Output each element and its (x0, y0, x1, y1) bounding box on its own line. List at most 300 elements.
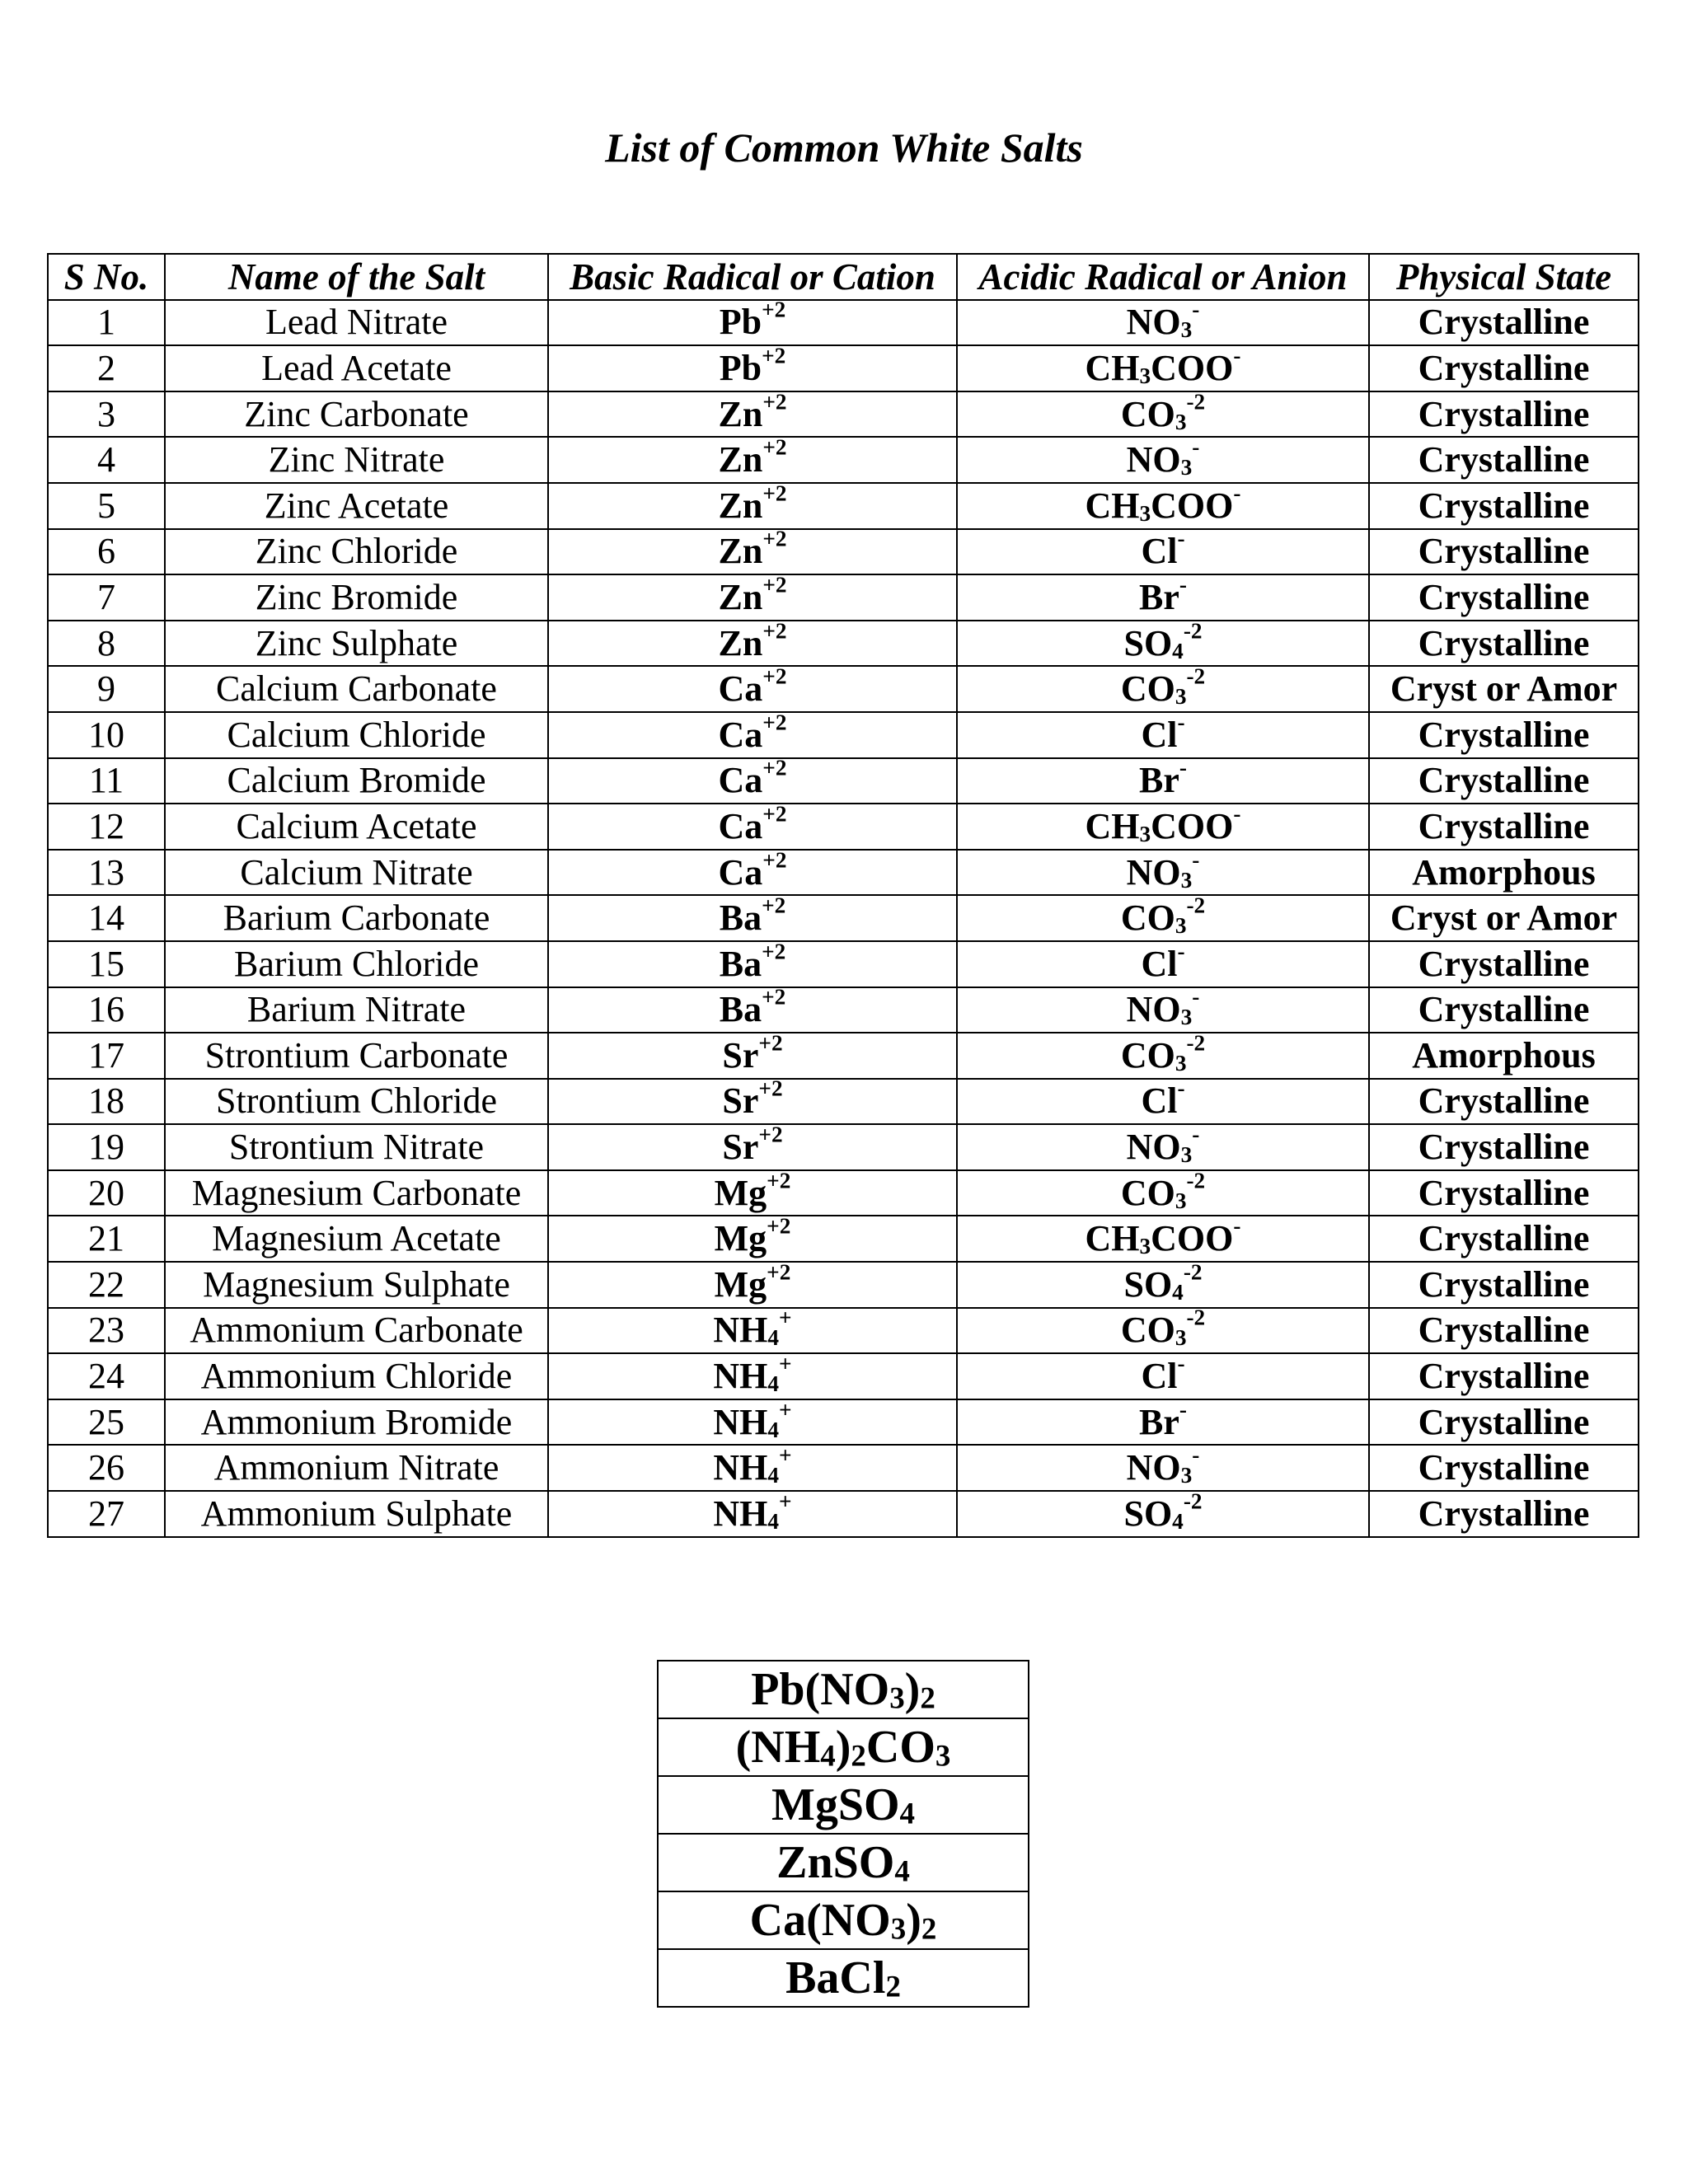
table-row (48, 621, 1639, 667)
salt-name-cell: Lead Acetate (165, 345, 548, 391)
ion-charge: +2 (758, 1124, 783, 1147)
ion-symbol: NO (1126, 302, 1181, 343)
formula-text: BaCl (785, 1952, 886, 2004)
formula-subscript: 2 (851, 1738, 866, 1773)
physical-state-cell: Crystalline (1369, 529, 1639, 575)
ion-symbol: NO (1126, 1127, 1181, 1168)
formula-text: ) (906, 1895, 921, 1946)
physical-state-cell: Crystalline (1369, 1079, 1639, 1125)
formula-row (658, 1718, 1029, 1776)
ion-charge: +2 (758, 1033, 783, 1056)
ion-charge: +2 (762, 620, 787, 644)
cation-cell (548, 621, 957, 667)
salt-name-cell: Ammonium Nitrate (165, 1445, 548, 1491)
ion-symbol: Mg (714, 1263, 767, 1305)
ion-symbol: CO (1120, 898, 1175, 939)
formula-subscript: 2 (885, 1969, 901, 2004)
cation-cell (548, 345, 957, 391)
ion-symbol: Cl (1141, 943, 1178, 984)
serial-number-cell: 24 (48, 1353, 165, 1399)
anion-cell (957, 987, 1369, 1033)
salt-name-cell: Magnesium Acetate (165, 1216, 548, 1262)
ion-charge: +2 (762, 299, 786, 322)
serial-number-cell: 17 (48, 1033, 165, 1079)
physical-state-cell: Crystalline (1369, 804, 1639, 850)
serial-number-cell: 4 (48, 437, 165, 483)
ion-symbol: Br (1139, 760, 1179, 801)
physical-state-cell: Crystalline (1369, 941, 1639, 987)
physical-state-cell: Cryst or Amor (1369, 895, 1639, 941)
ion-symbol: Ca (718, 805, 763, 846)
ion-symbol: Ba (719, 989, 762, 1030)
formula-text: ZnSO (776, 1837, 895, 1888)
table-row (48, 895, 1639, 941)
salt-name-cell: Strontium Carbonate (165, 1033, 548, 1079)
cation-cell (548, 1308, 957, 1354)
ion-symbol: Cl (1141, 1080, 1178, 1122)
ion-symbol-tail: COO (1151, 805, 1234, 846)
ion-symbol: NH (713, 1447, 768, 1488)
salt-name-cell: Barium Chloride (165, 941, 548, 987)
cation-cell (548, 1033, 957, 1079)
cation-cell (548, 1399, 957, 1446)
ion-symbol: CO (1120, 1172, 1175, 1213)
physical-state-cell: Crystalline (1369, 483, 1639, 529)
cation-cell (548, 804, 957, 850)
ion-charge: - (1233, 804, 1241, 827)
table-row (48, 850, 1639, 896)
table-row (48, 712, 1639, 758)
salt-name-cell: Strontium Nitrate (165, 1124, 548, 1170)
physical-state-cell: Amorphous (1369, 1033, 1639, 1079)
anion-cell (957, 1308, 1369, 1354)
table-row (48, 1399, 1639, 1446)
anion-cell (957, 1124, 1369, 1170)
ion-symbol: Ba (719, 898, 762, 939)
serial-number-cell: 9 (48, 666, 165, 712)
anion-cell (957, 895, 1369, 941)
serial-number-cell: 13 (48, 850, 165, 896)
formula-text: ) (904, 1664, 921, 1715)
formula-row (658, 1891, 1029, 1949)
ion-symbol: NO (1126, 851, 1181, 893)
serial-number-cell: 21 (48, 1216, 165, 1262)
formula-cell (658, 1834, 1029, 1891)
cation-cell (548, 941, 957, 987)
salt-name-cell: Strontium Chloride (165, 1079, 548, 1125)
serial-number-cell: 5 (48, 483, 165, 529)
ion-subscript: 3 (1180, 1463, 1193, 1488)
salt-name-cell: Calcium Chloride (165, 712, 548, 758)
table-row (48, 1308, 1639, 1354)
ion-charge: - (1179, 574, 1187, 598)
formula-cell (658, 1949, 1029, 2007)
cation-cell (548, 666, 957, 712)
header-anion: Acidic Radical or Anion (957, 254, 1369, 300)
salt-name-cell: Ammonium Chloride (165, 1353, 548, 1399)
ion-symbol: Sr (722, 1034, 759, 1076)
ion-charge: +2 (767, 1216, 791, 1239)
ion-subscript: 4 (767, 1463, 780, 1488)
ion-subscript: 4 (767, 1325, 780, 1351)
ion-symbol: NO (1126, 989, 1181, 1030)
formula-text: MgSO (771, 1779, 900, 1830)
table-row (48, 1445, 1639, 1491)
ion-charge: +2 (762, 987, 786, 1010)
table-row (48, 758, 1639, 804)
table-header-row (48, 254, 1639, 300)
cation-cell (548, 987, 957, 1033)
table-row (48, 483, 1639, 529)
ion-symbol: Br (1139, 576, 1179, 617)
cation-cell (548, 758, 957, 804)
physical-state-cell: Crystalline (1369, 1399, 1639, 1446)
ion-charge: - (1177, 1353, 1185, 1376)
ion-symbol: Cl (1141, 1356, 1178, 1397)
ion-charge: - (1233, 345, 1241, 368)
ion-charge: +2 (762, 482, 787, 506)
formula-subscript: 2 (920, 1680, 935, 1715)
anion-cell (957, 1079, 1369, 1125)
serial-number-cell: 6 (48, 529, 165, 575)
physical-state-cell: Crystalline (1369, 1445, 1639, 1491)
ion-symbol: NH (713, 1401, 768, 1442)
salt-name-cell: Ammonium Bromide (165, 1399, 548, 1446)
table-row (48, 987, 1639, 1033)
anion-cell (957, 529, 1369, 575)
ion-symbol: NH (713, 1356, 768, 1397)
ion-charge: - (1192, 1445, 1200, 1468)
ion-charge: +2 (762, 391, 787, 415)
anion-cell (957, 1170, 1369, 1216)
ion-subscript: 3 (1180, 1142, 1193, 1168)
anion-cell (957, 391, 1369, 438)
physical-state-cell: Crystalline (1369, 1308, 1639, 1354)
formula-box (657, 1660, 1029, 2008)
ion-symbol-tail: COO (1151, 347, 1234, 388)
salt-name-cell: Barium Nitrate (165, 987, 548, 1033)
ion-charge: -2 (1183, 620, 1203, 644)
table-row (48, 1079, 1639, 1125)
ion-symbol: Br (1139, 1401, 1179, 1442)
ion-charge: -2 (1186, 666, 1206, 689)
ion-charge: -2 (1186, 1033, 1206, 1056)
serial-number-cell: 10 (48, 712, 165, 758)
ion-symbol: CO (1120, 393, 1175, 434)
formula-cell (658, 1776, 1029, 1834)
cation-cell (548, 1491, 957, 1537)
table-row (48, 1124, 1639, 1170)
formula-text: CO (865, 1722, 935, 1773)
ion-symbol: Pb (719, 302, 762, 343)
salt-name-cell: Barium Carbonate (165, 895, 548, 941)
ion-charge: +2 (762, 437, 787, 460)
physical-state-cell: Crystalline (1369, 1262, 1639, 1308)
ion-charge: +2 (762, 849, 787, 873)
formula-row (658, 1834, 1029, 1891)
anion-cell (957, 300, 1369, 346)
ion-charge: +2 (767, 1262, 791, 1285)
formula-text: Pb(NO (751, 1664, 890, 1715)
white-salts-table (47, 253, 1639, 1538)
cation-cell (548, 1353, 957, 1399)
ion-subscript: 4 (767, 1508, 780, 1534)
ion-symbol: Zn (718, 576, 763, 617)
ion-charge: - (1177, 528, 1185, 551)
anion-cell (957, 666, 1369, 712)
ion-subscript: 3 (1175, 409, 1187, 434)
ion-symbol: Mg (714, 1218, 767, 1259)
serial-number-cell: 16 (48, 987, 165, 1033)
salt-name-cell: Zinc Bromide (165, 574, 548, 621)
formula-text: ) (835, 1722, 851, 1773)
cation-cell (548, 850, 957, 896)
ion-symbol: CO (1120, 1310, 1175, 1351)
table-row (48, 300, 1639, 346)
ion-symbol: SO (1123, 1493, 1173, 1534)
anion-cell (957, 574, 1369, 621)
physical-state-cell: Crystalline (1369, 712, 1639, 758)
salt-name-cell: Calcium Bromide (165, 758, 548, 804)
ion-subscript: 3 (1180, 867, 1193, 893)
ion-symbol: NO (1126, 439, 1181, 480)
physical-state-cell: Crystalline (1369, 391, 1639, 438)
salt-name-cell: Magnesium Carbonate (165, 1170, 548, 1216)
physical-state-cell: Crystalline (1369, 1491, 1639, 1537)
ion-symbol: NO (1126, 1447, 1181, 1488)
header-salt-name: Name of the Salt (165, 254, 548, 300)
physical-state-cell: Crystalline (1369, 574, 1639, 621)
ion-symbol: SO (1123, 622, 1173, 663)
ion-subscript: 3 (1139, 822, 1151, 846)
ion-subscript: 3 (1175, 1188, 1187, 1213)
ion-symbol-tail: COO (1151, 485, 1234, 526)
anion-cell (957, 1399, 1369, 1446)
ion-charge: - (1177, 711, 1185, 735)
table-row (48, 941, 1639, 987)
formula-subscript: 3 (935, 1738, 951, 1773)
ion-subscript: 3 (1180, 1005, 1193, 1030)
ion-charge: - (1179, 757, 1187, 780)
cation-cell (548, 574, 957, 621)
serial-number-cell: 22 (48, 1262, 165, 1308)
serial-number-cell: 27 (48, 1491, 165, 1537)
physical-state-cell: Crystalline (1369, 1216, 1639, 1262)
ion-charge: - (1192, 437, 1200, 460)
table-row (48, 574, 1639, 621)
physical-state-cell: Crystalline (1369, 758, 1639, 804)
ion-charge: - (1177, 1078, 1185, 1102)
ion-symbol: Zn (718, 439, 763, 480)
ion-subscript: 4 (1172, 1508, 1184, 1534)
ion-charge: + (779, 1399, 792, 1422)
anion-cell (957, 1216, 1369, 1262)
ion-subscript: 3 (1180, 455, 1193, 480)
salt-name-cell: Ammonium Carbonate (165, 1308, 548, 1354)
serial-number-cell: 14 (48, 895, 165, 941)
formula-subscript: 3 (889, 1680, 905, 1715)
table-row (48, 1491, 1639, 1537)
ion-subscript: 3 (1180, 317, 1193, 343)
ion-symbol: Mg (714, 1172, 767, 1213)
ion-charge: +2 (762, 711, 787, 735)
ion-charge: + (779, 1491, 792, 1514)
ion-charge: +2 (758, 1078, 783, 1102)
serial-number-cell: 1 (48, 300, 165, 346)
serial-number-cell: 2 (48, 345, 165, 391)
ion-charge: - (1233, 482, 1241, 506)
cation-cell (548, 1079, 957, 1125)
ion-subscript: 3 (1139, 500, 1151, 526)
physical-state-cell: Crystalline (1369, 1353, 1639, 1399)
serial-number-cell: 15 (48, 941, 165, 987)
ion-charge: +2 (762, 528, 787, 551)
anion-cell (957, 1353, 1369, 1399)
ion-charge: - (1192, 849, 1200, 873)
formula-subscript: 4 (894, 1854, 910, 1888)
header-physical-state: Physical State (1369, 254, 1639, 300)
salt-name-cell: Zinc Sulphate (165, 621, 548, 667)
serial-number-cell: 20 (48, 1170, 165, 1216)
ion-charge: + (779, 1307, 792, 1330)
physical-state-cell: Crystalline (1369, 300, 1639, 346)
anion-cell (957, 712, 1369, 758)
formula-cell (658, 1718, 1029, 1776)
ion-symbol: Zn (718, 531, 763, 572)
salt-name-cell: Calcium Nitrate (165, 850, 548, 896)
ion-symbol: Sr (722, 1080, 759, 1122)
anion-cell (957, 804, 1369, 850)
ion-charge: +2 (762, 940, 786, 964)
salt-name-cell: Lead Nitrate (165, 300, 548, 346)
table-row (48, 1353, 1639, 1399)
cation-cell (548, 1124, 957, 1170)
salt-name-cell: Zinc Acetate (165, 483, 548, 529)
ion-charge: -2 (1186, 895, 1206, 918)
anion-cell (957, 437, 1369, 483)
serial-number-cell: 26 (48, 1445, 165, 1491)
ion-subscript: 4 (767, 1417, 780, 1442)
formula-subscript: 4 (899, 1796, 916, 1830)
formula-cell (658, 1661, 1029, 1718)
formula-text: (NH (735, 1722, 821, 1773)
cation-cell (548, 437, 957, 483)
table-row (48, 804, 1639, 850)
ion-charge: +2 (762, 757, 787, 780)
ion-charge: +2 (762, 345, 786, 368)
table-row (48, 1170, 1639, 1216)
ion-symbol: Zn (718, 393, 763, 434)
ion-symbol: NH (713, 1310, 768, 1351)
formula-list (658, 1661, 1029, 2007)
formula-row (658, 1661, 1029, 1718)
salt-name-cell: Calcium Carbonate (165, 666, 548, 712)
physical-state-cell: Crystalline (1369, 1170, 1639, 1216)
ion-charge: - (1233, 1216, 1241, 1239)
ion-symbol: Ca (718, 714, 763, 755)
ion-symbol: CO (1120, 1034, 1175, 1076)
cation-cell (548, 1445, 957, 1491)
ion-symbol: CH (1085, 347, 1140, 388)
anion-cell (957, 941, 1369, 987)
ion-symbol: Zn (718, 622, 763, 663)
ion-symbol: CH (1085, 805, 1140, 846)
ion-symbol: Pb (719, 347, 762, 388)
serial-number-cell: 23 (48, 1308, 165, 1354)
ion-charge: - (1192, 299, 1200, 322)
physical-state-cell: Crystalline (1369, 987, 1639, 1033)
ion-charge: + (779, 1353, 792, 1376)
table-row (48, 1216, 1639, 1262)
salt-name-cell: Magnesium Sulphate (165, 1262, 548, 1308)
cation-cell (548, 1262, 957, 1308)
formula-subscript: 2 (921, 1911, 937, 1946)
header-cation: Basic Radical or Cation (548, 254, 957, 300)
ion-symbol: Ca (718, 760, 763, 801)
cation-cell (548, 712, 957, 758)
serial-number-cell: 19 (48, 1124, 165, 1170)
ion-charge: +2 (762, 574, 787, 598)
ion-subscript: 3 (1175, 913, 1187, 939)
ion-symbol: CH (1085, 485, 1140, 526)
anion-cell (957, 1033, 1369, 1079)
ion-charge: +2 (767, 1169, 791, 1193)
table-row (48, 1033, 1639, 1079)
table-row (48, 666, 1639, 712)
table-row (48, 345, 1639, 391)
ion-charge: - (1192, 987, 1200, 1010)
anion-cell (957, 1262, 1369, 1308)
table-row (48, 437, 1639, 483)
ion-symbol: CH (1085, 1218, 1140, 1259)
physical-state-cell: Crystalline (1369, 1124, 1639, 1170)
ion-subscript: 4 (767, 1371, 780, 1397)
physical-state-cell: Crystalline (1369, 437, 1639, 483)
physical-state-cell: Cryst or Amor (1369, 666, 1639, 712)
table-row (48, 391, 1639, 438)
serial-number-cell: 3 (48, 391, 165, 438)
ion-charge: +2 (762, 895, 786, 918)
ion-charge: - (1192, 1124, 1200, 1147)
cation-cell (548, 391, 957, 438)
ion-symbol: Ca (718, 851, 763, 893)
ion-charge: -2 (1186, 391, 1206, 415)
ion-subscript: 3 (1175, 1050, 1187, 1076)
ion-subscript: 3 (1175, 684, 1187, 710)
ion-symbol: Cl (1141, 531, 1178, 572)
ion-symbol: Ca (718, 668, 763, 710)
cation-cell (548, 1216, 957, 1262)
ion-subscript: 3 (1139, 363, 1151, 389)
ion-charge: - (1177, 940, 1185, 964)
ion-subscript: 3 (1175, 1325, 1187, 1351)
ion-subscript: 4 (1172, 1279, 1184, 1305)
ion-symbol: SO (1123, 1263, 1173, 1305)
anion-cell (957, 850, 1369, 896)
ion-subscript: 4 (1172, 638, 1184, 663)
serial-number-cell: 7 (48, 574, 165, 621)
physical-state-cell: Amorphous (1369, 850, 1639, 896)
formula-text: Ca(NO (749, 1895, 891, 1946)
ion-charge: -2 (1183, 1262, 1203, 1285)
serial-number-cell: 8 (48, 621, 165, 667)
cation-cell (548, 529, 957, 575)
physical-state-cell: Crystalline (1369, 345, 1639, 391)
formula-subscript: 4 (820, 1738, 836, 1773)
anion-cell (957, 483, 1369, 529)
ion-symbol: Ba (719, 943, 762, 984)
ion-charge: +2 (762, 804, 787, 827)
